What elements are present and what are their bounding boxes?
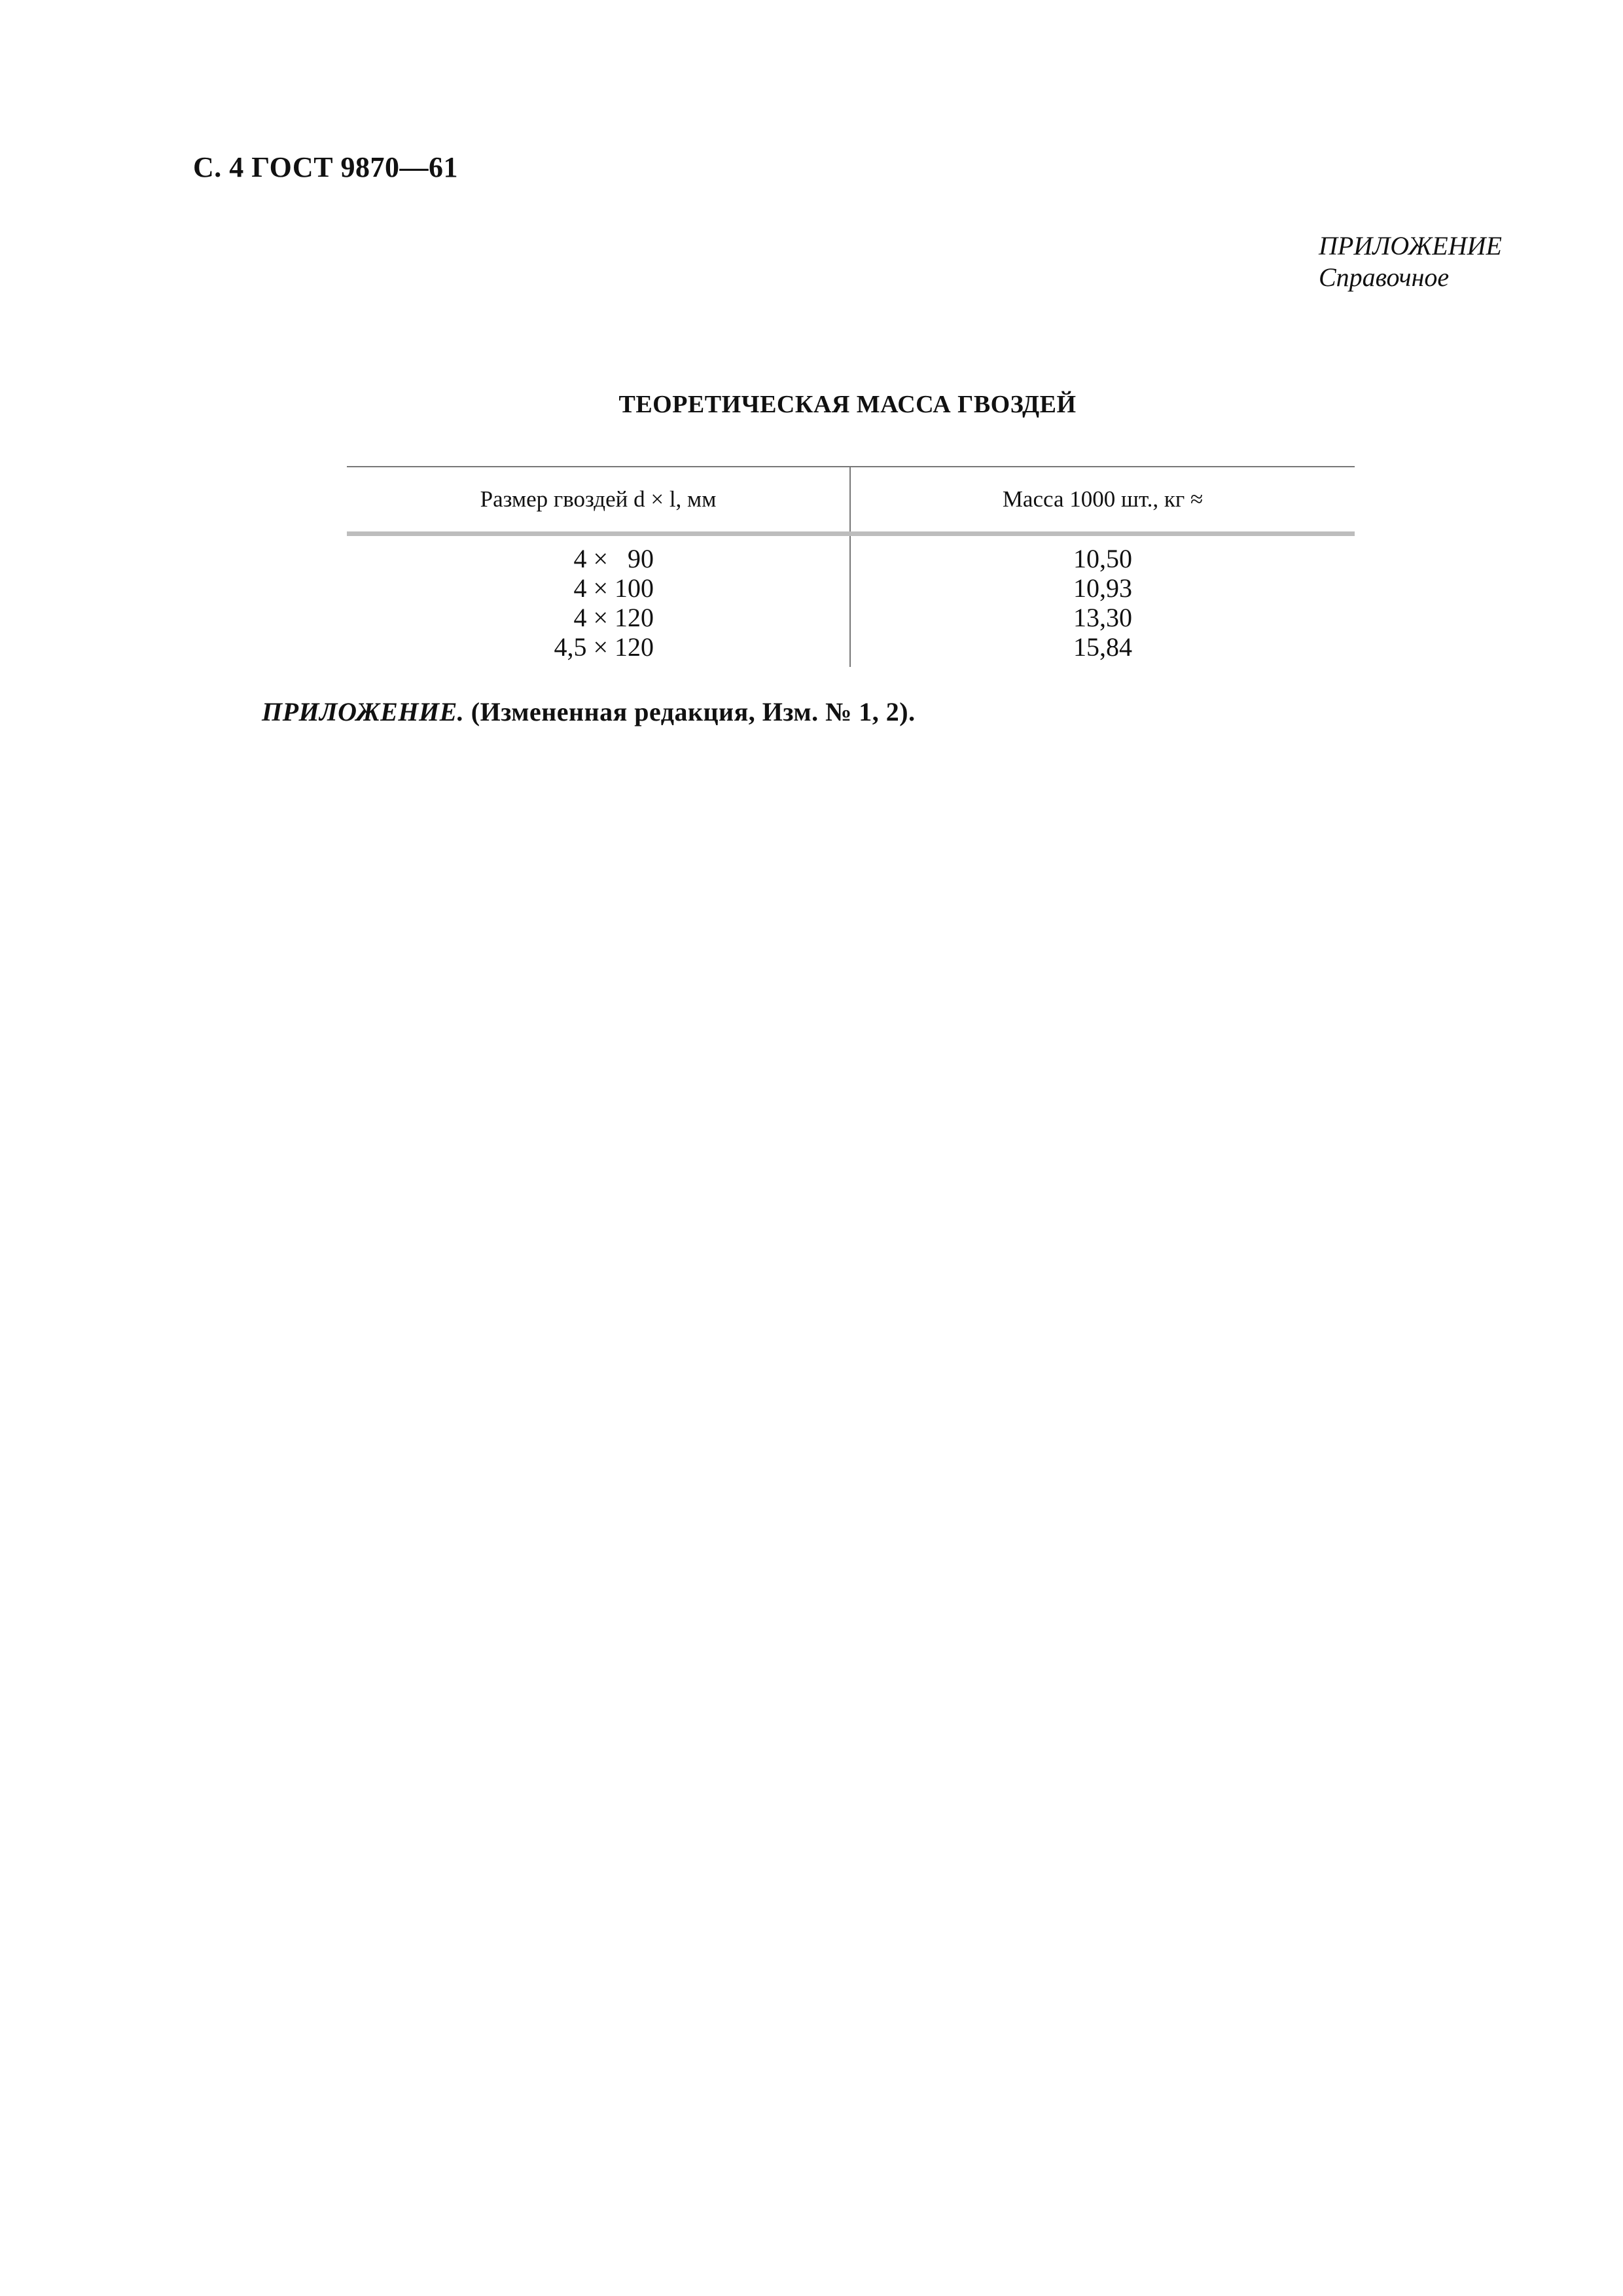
table-header-rule bbox=[347, 531, 1355, 536]
table-cell-size bbox=[347, 573, 851, 603]
size-value: 4 × 120 bbox=[573, 603, 654, 632]
table-row bbox=[347, 573, 1355, 603]
mass-table bbox=[347, 466, 1355, 667]
appendix-mark bbox=[1319, 230, 1502, 293]
table-row bbox=[347, 632, 1355, 667]
table-cell-mass: 13,30 bbox=[1073, 603, 1132, 632]
size-value: 4 × 90 bbox=[573, 544, 654, 573]
column-header-size: Размер гвоздей d × l, мм bbox=[347, 467, 851, 531]
revision-note-text: (Измененная редакция, Изм. № 1, 2). bbox=[464, 697, 916, 726]
appendix-label: ПРИЛОЖЕНИЕ bbox=[1319, 231, 1502, 260]
appendix-kind: Справочное bbox=[1319, 262, 1450, 292]
table-cell-mass: 10,93 bbox=[1073, 573, 1132, 603]
table-row bbox=[347, 536, 1355, 573]
table-cell-size bbox=[347, 603, 851, 632]
table-cell-size bbox=[347, 632, 851, 667]
table-cell-size bbox=[347, 536, 851, 573]
size-value: 4,5 × 120 bbox=[554, 632, 654, 662]
column-header-mass: Масса 1000 шт., кг ≈ bbox=[1002, 486, 1204, 512]
table-row bbox=[347, 603, 1355, 632]
size-value: 4 × 100 bbox=[573, 573, 654, 603]
table-header-row bbox=[347, 467, 1355, 531]
revision-note bbox=[262, 696, 916, 727]
table-cell-mass: 15,84 bbox=[1073, 632, 1132, 662]
page-header: С. 4 ГОСТ 9870—61 bbox=[193, 151, 459, 183]
revision-note-lead: ПРИЛОЖЕНИЕ. bbox=[262, 697, 465, 726]
table-cell-mass: 10,50 bbox=[1073, 544, 1132, 573]
document-title: ТЕОРЕТИЧЕСКАЯ МАССА ГВОЗДЕЙ bbox=[618, 391, 1077, 418]
